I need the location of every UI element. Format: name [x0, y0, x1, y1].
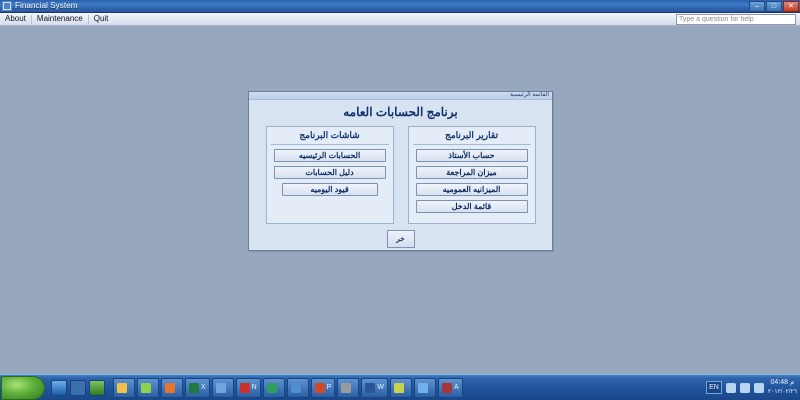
- task-button[interactable]: [212, 378, 234, 398]
- screens-panel: [266, 126, 394, 224]
- task-button[interactable]: [287, 378, 309, 398]
- show-desktop-icon[interactable]: [51, 380, 67, 396]
- menu-item-about[interactable]: About: [5, 14, 26, 23]
- reports-panel: [408, 126, 536, 224]
- window-title: Financial System: [15, 1, 78, 10]
- network-icon[interactable]: [740, 383, 750, 393]
- app-icon: [394, 383, 404, 393]
- task-button-notes[interactable]: [236, 378, 261, 398]
- task-button[interactable]: [263, 378, 285, 398]
- chart-of-accounts-button[interactable]: دليل الحسابات: [274, 166, 386, 179]
- excel-icon: [189, 383, 199, 393]
- app-icon: [2, 1, 12, 11]
- close-button[interactable]: ✕: [783, 1, 799, 12]
- reports-panel-title: تقارير البرنامج: [445, 130, 498, 140]
- window-titlebar[interactable]: [0, 0, 800, 13]
- form-title: برنامج الحسابات العامه: [343, 105, 458, 119]
- form-caption-text: القائمة الرئيسية: [509, 92, 549, 98]
- task-button-word[interactable]: [361, 378, 388, 398]
- word-icon: [365, 383, 375, 393]
- taskbar-buttons: [113, 378, 463, 398]
- panels-container: [249, 126, 552, 224]
- main-accounts-button[interactable]: الحسابات الرئيسيه: [274, 149, 386, 162]
- exit-row: [249, 230, 552, 248]
- task-button[interactable]: [137, 378, 159, 398]
- screens-panel-title: شاشات البرنامج: [299, 130, 360, 140]
- clock[interactable]: [768, 378, 797, 397]
- journal-entries-button[interactable]: قيود اليوميه: [282, 183, 378, 196]
- main-menu-window: [248, 91, 553, 251]
- task-label: W: [377, 384, 385, 391]
- start-button-icon[interactable]: [1, 376, 45, 400]
- task-button[interactable]: [113, 378, 135, 398]
- maximize-button[interactable]: □: [766, 1, 782, 12]
- task-button[interactable]: [337, 378, 359, 398]
- quick-launch: [51, 380, 105, 396]
- task-button-access[interactable]: [438, 378, 463, 398]
- browser-icon[interactable]: [89, 380, 105, 396]
- powerpoint-icon: [315, 383, 325, 393]
- app-icon: [141, 383, 151, 393]
- app-icon: [341, 383, 351, 393]
- clock-time: 04:48 م: [770, 379, 795, 386]
- trial-balance-button[interactable]: ميزان المراجعة: [416, 166, 528, 179]
- help-search-input[interactable]: Type a question for help: [676, 14, 796, 25]
- volume-icon[interactable]: [726, 383, 736, 393]
- task-button[interactable]: [390, 378, 412, 398]
- task-button-powerpoint[interactable]: [311, 378, 336, 398]
- mdi-client-area: [0, 26, 800, 374]
- clock-date: ٢٠١٢/٠٢/٢٦: [767, 389, 797, 395]
- task-label: A: [454, 384, 459, 391]
- menu-item-maintenance[interactable]: Maintenance: [36, 14, 83, 23]
- panel-divider: [413, 144, 531, 145]
- form-caption-bar[interactable]: [249, 92, 552, 100]
- shield-icon[interactable]: [754, 383, 764, 393]
- ledger-account-button[interactable]: حساب الأستاذ: [416, 149, 528, 162]
- panel-divider: [271, 144, 389, 145]
- task-button-excel[interactable]: [185, 378, 210, 398]
- onenote-icon: [240, 383, 250, 393]
- media-player-icon[interactable]: [70, 380, 86, 396]
- access-icon: [442, 383, 452, 393]
- menu-item-quit[interactable]: Quit: [93, 14, 109, 23]
- app-icon: [291, 383, 301, 393]
- task-button[interactable]: [414, 378, 436, 398]
- app-icon: [418, 383, 428, 393]
- general-balance-sheet-button[interactable]: الميزانيه العموميه: [416, 183, 528, 196]
- task-button[interactable]: [161, 378, 183, 398]
- app-icon: [216, 383, 226, 393]
- income-statement-button[interactable]: قائمة الدخل: [416, 200, 528, 213]
- app-icon: [267, 383, 277, 393]
- folder-icon: [117, 383, 127, 393]
- browser-icon: [165, 383, 175, 393]
- window-controls: [748, 1, 799, 12]
- task-label: N: [251, 384, 257, 391]
- exit-button[interactable]: خر: [387, 230, 415, 248]
- minimize-button[interactable]: –: [749, 1, 765, 12]
- language-indicator[interactable]: EN: [706, 381, 722, 394]
- system-tray: [706, 378, 800, 397]
- taskbar: [0, 374, 800, 400]
- task-label: X: [201, 384, 206, 391]
- task-label: P: [326, 384, 332, 391]
